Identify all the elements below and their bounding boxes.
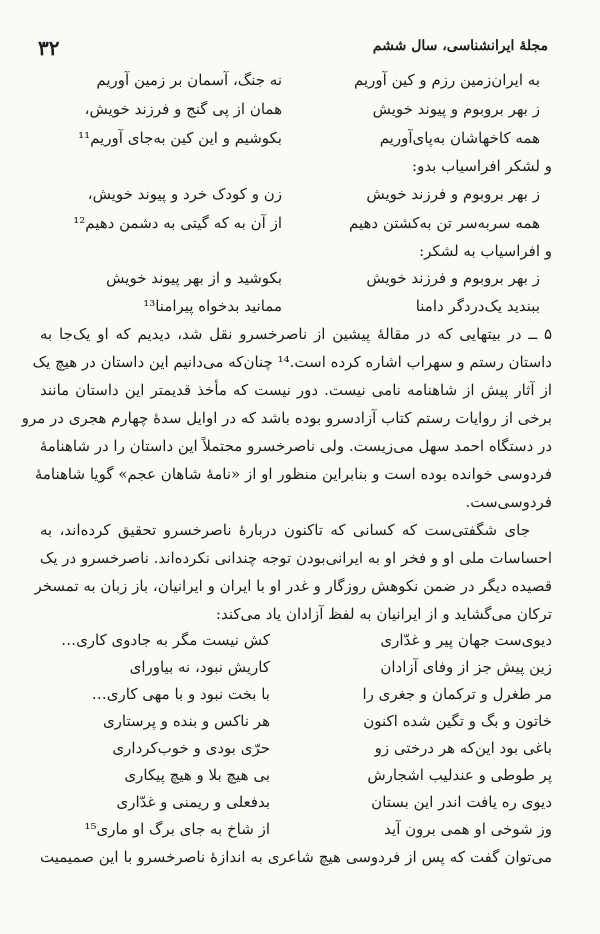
- verse-left: بی هیچ بلا و هیچ پیکاری: [124, 766, 270, 784]
- paragraph-line: برخی از روایات رستم کتاب آزادسرو بوده باشد که در اوایل سدهٔ چهارم هجری در مرو: [21, 409, 552, 427]
- verse-right: ز بهر بروبوم و فرزند خویش: [366, 185, 540, 203]
- paragraph-line: در دستگاه احمد سهل می‌زیست. ولی ناصرخسرو محتملاً این داستان را در شاهنامهٔ: [39, 437, 552, 455]
- verse-right: همه سربه‌سر تن به‌کشتن دهیم: [349, 214, 540, 232]
- verse-right: خاتون و بگ و تگین شده اکنون: [363, 712, 552, 730]
- verse-left: بکوشیم و این کین به‌جای آوریم¹¹: [78, 129, 282, 147]
- verse-left: بکوشید و از بهر پیوند خویش: [106, 269, 282, 287]
- caption: و لشکر افراسیاب بدو:: [412, 157, 552, 175]
- verse-left: حرّی بودی و خوب‌کرداری: [112, 739, 270, 757]
- paragraph-line: فردوسی خوانده بوده است و بنابراین منظور او از «نامهٔ شاهان عجم» گویا شاهنامهٔ: [34, 465, 552, 483]
- paragraph-line: می‌توان گفت که پس از فردوسی هیچ شاعری به اندازهٔ ناصرخسرو با این صمیمیت: [40, 848, 552, 866]
- paragraph-line: ۵ ــ در بیتهایی که در مقالهٔ پیشین از ناصرخسرو نقل شد، دیدیم که او یک‌جا به: [40, 325, 552, 343]
- verse-right: دیوی ره یافت اندر این بستان: [371, 793, 552, 811]
- verse-left: بدفعلی و ریمنی و غدّاری: [116, 793, 270, 811]
- verse-right: همه کاخهاشان به‌پای‌آوریم: [379, 129, 540, 147]
- paragraph-line: از آثار پیش از شاهنامه نامی نیست. دور نیست که مأخذ قدیمتر این داستان مانند: [40, 381, 552, 399]
- verse-right: وز شوخی او همی برون آید: [384, 820, 552, 838]
- verse-right: دیوی‌ست جهان پیر و غدّاری: [380, 631, 552, 649]
- verse-left: از آن به که گیتی به دشمن دهیم¹²: [73, 214, 282, 232]
- verse-right: ز بهر بروبوم و فرزند خویش: [366, 269, 540, 287]
- paragraph-line: جای شگفتی‌ست که کسانی که تاکنون دربارهٔ ناصرخسرو تحقیق کرده‌اند، به: [40, 521, 530, 539]
- verse-right: به ایران‌زمین رزم و کین آوریم: [354, 71, 540, 89]
- verse-left: ممانید بدخواه پیرامنا¹³: [143, 297, 282, 315]
- verse-left: کش نیست مگر به جادوی کاری…: [61, 631, 270, 649]
- verse-left: از شاخ به جای برگ او ماری¹⁵: [84, 820, 270, 838]
- paragraph-line: داستان رستم و سهراب اشاره کرده است.¹⁴ چنان‌که می‌دانیم این داستان در هیچ یک: [32, 353, 552, 371]
- verse-left: کاریش نبود، نه بیاورای: [129, 658, 270, 676]
- verse-right: مر طغرل و ترکمان و جغری را: [362, 685, 552, 703]
- verse-right: زین پیش جز از وفای آزادان: [380, 658, 552, 676]
- paragraph-line: قصیده دیگر در ضمن نکوهش روزگار و غدر او با ایران و ایرانیان، باز زبان به تمسخر: [34, 577, 552, 595]
- verse-right: ز بهر بروبوم و پیوند خویش: [372, 100, 540, 118]
- running-title: مجلهٔ ایرانشناسی، سال ششم: [372, 38, 548, 54]
- paragraph-line: فردوسی‌ست.: [465, 493, 552, 511]
- verse-left: زن و کودک خرد و پیوند خویش،: [87, 185, 282, 203]
- verse-right: ببندید یک‌در‌دگر دامنا: [415, 297, 540, 315]
- paragraph-line: احساسات ملی او و فخر او به ایرانی‌بودن توجه چندانی نکرده‌اند. ناصرخسرو در یک: [39, 549, 552, 567]
- verse-left: همان از پی گنج و فرزند خویش،: [84, 100, 282, 118]
- verse-left: نه جنگ، آسمان بر زمین آوریم: [96, 71, 282, 89]
- page-number: ۳۲: [38, 36, 60, 60]
- verse-left: با بخت نبود و با مهی کاری…: [91, 685, 270, 703]
- verse-left: هر ناکس و بنده و پرستاری: [102, 712, 270, 730]
- verse-right: باغی بود این‌که هر درختی زو: [374, 739, 552, 757]
- paragraph-line: ترکان می‌گشاید و از ایرانیان به لفظ آزادان یاد می‌کند:: [215, 605, 552, 623]
- verse-right: پر طوطی و عندلیب اشجارش: [367, 766, 552, 784]
- caption: و افراسیاب به لشکر:: [419, 242, 552, 260]
